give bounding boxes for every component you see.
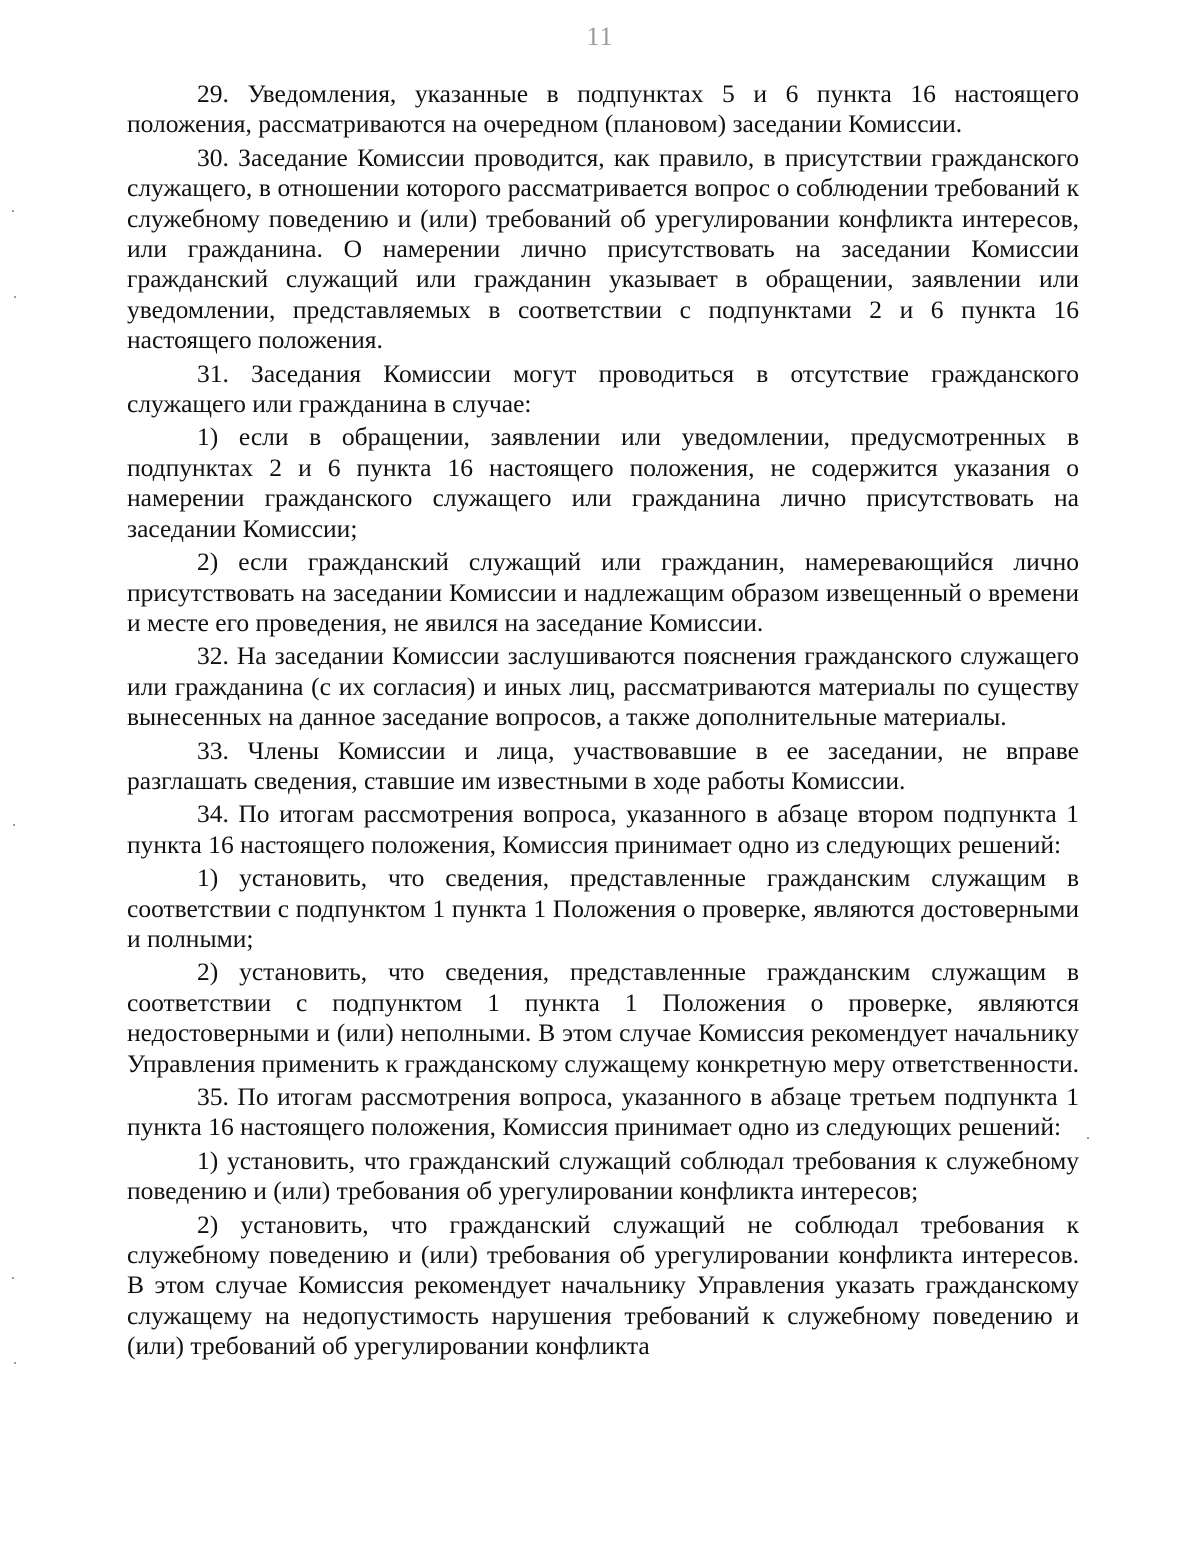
paragraph-31: 31. Заседания Комиссии могут проводиться в отсутствие гражданского служащего или гражданина в случае: xyxy=(127,358,1079,419)
paragraph-35-item-2: 2) установить, что гражданский служащий не соблюдал требования к служебному поведению и (или) требования об урегулировании конфликта интересов. В этом случае Комиссия рекомендует начальнику Управления указать гражданскому служащему на недопустимость нарушения требований к служебному поведению и (или) требований об урегулировании конфликта xyxy=(127,1209,1079,1361)
scan-speck xyxy=(13,824,15,826)
scan-speck xyxy=(14,1362,16,1364)
paragraph-33: 33. Члены Комиссии и лица, участвовавшие в ее заседании, не вправе разглашать сведения, ставшие им известными в ходе работы Комиссии. xyxy=(127,735,1079,795)
page-number: 11 xyxy=(586,22,614,51)
paragraph-34-item-2: 2) установить, что сведения, представленные гражданским служащим в соответствии с подпунктом 1 пункта 1 Положения о проверке, являются недостоверными и (или) неполными. В этом случае Комиссия рекомендует начальнику Управления применить к гражданскому служащему конкретную меру ответственности. xyxy=(127,957,1079,1078)
paragraph-30: 30. Заседание Комиссии проводится, как правило, в присутствии гражданского служащего, в отношении которого рассматривается вопрос о соблюдении требований к служебному поведению и (или) требований об урегулировании конфликта интересов, или гражданина. О намерении лично присутствовать на заседании Комиссии гражданский служащий или гражданин указывает в обращении, заявлении или уведомлении, представляемых в соответствии с подпунктами 2 и 6 пункта 16 настоящего положения. xyxy=(127,142,1079,355)
paragraph-35: 35. По итогам рассмотрения вопроса, указанного в абзаце третьем подпункта 1 пункта 16 настоящего положения, Комиссия принимает одно из следующих решений: xyxy=(127,1082,1079,1142)
scan-speck xyxy=(12,1277,14,1279)
paragraph-32: 32. На заседании Комиссии заслушиваются пояснения гражданского служащего или гражданина (с их согласия) и иных лиц, рассматриваются материалы по существу вынесенных на данное заседание вопросов, а также дополнительные материалы. xyxy=(127,641,1079,732)
paragraph-34-item-1: 1) установить, что сведения, представленные гражданским служащим в соответствии с подпунктом 1 пункта 1 Положения о проверке, являются достоверными и полными; xyxy=(127,863,1079,953)
paragraph-31-item-1: 1) если в обращении, заявлении или уведомлении, предусмотренных в подпунктах 2 и 6 пункта 16 настоящего положения, не содержится указания о намерении гражданского служащего или гражданина лично присутствовать на заседании Комиссии; xyxy=(127,422,1079,543)
paragraph-34: 34. По итогам рассмотрения вопроса, указанного в абзаце втором подпункта 1 пункта 16 настоящего положения, Комиссия принимает одно из следующих решений: xyxy=(127,799,1079,859)
paragraph-31-item-2: 2) если гражданский служащий или гражданин, намеревающийся лично присутствовать на заседании Комиссии и надлежащим образом извещенный о времени и месте его проведения, не явился на заседание Комиссии. xyxy=(127,547,1079,637)
paragraph-35-item-1: 1) установить, что гражданский служащий соблюдал требования к служебному поведению и (или) требования об урегулировании конфликта интересов; xyxy=(127,1145,1079,1206)
document-body xyxy=(127,79,1079,1363)
scan-speck xyxy=(14,296,16,298)
scan-speck xyxy=(12,210,14,212)
scan-speck xyxy=(1087,1137,1089,1139)
paragraph-29: 29. Уведомления, указанные в подпунктах 5 и 6 пункта 16 настоящего положения, рассматриваются на очередном (плановом) заседании Комиссии. xyxy=(127,79,1079,139)
